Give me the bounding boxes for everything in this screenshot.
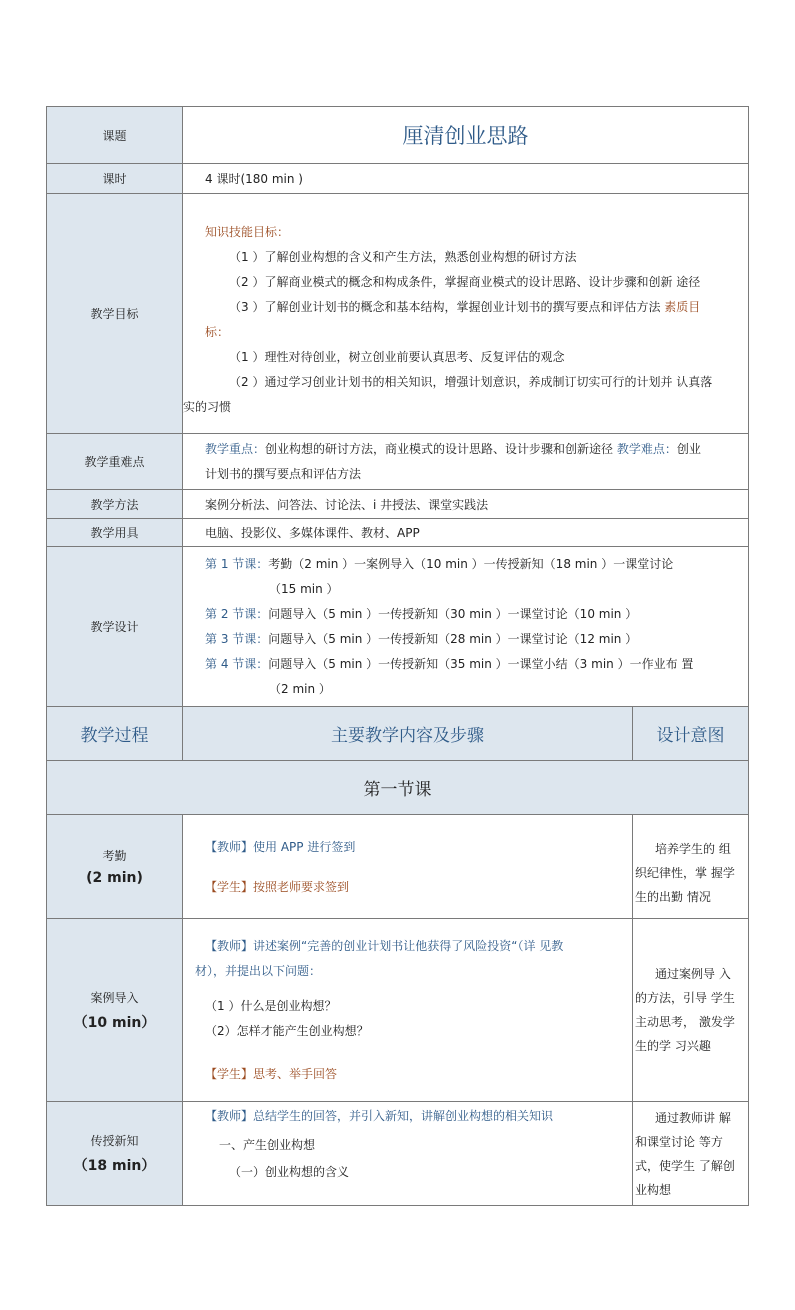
session-1-cont: （15 min ） [269, 581, 339, 596]
key-points-label: 教学重难点 [47, 434, 183, 490]
attendance-row [47, 815, 749, 919]
new-knowledge-intent [633, 1102, 749, 1206]
methods-row [47, 490, 749, 519]
knowledge-item-text: （3 ）了解创业计划书的概念和基本结构，掌握创业计划书的撰写要点和评估方法 [229, 299, 661, 314]
new-knowledge-time: （18 min） [73, 1158, 156, 1174]
hours-label: 课时 [47, 164, 183, 194]
attendance-label-cell [47, 815, 183, 919]
intent-line: 业构想 [635, 1183, 672, 1197]
intent-line: 通过案例导 入 [655, 967, 731, 981]
session-3 [183, 627, 748, 652]
attendance-intent [633, 815, 749, 919]
attendance-time: (2 min) [86, 870, 143, 886]
process-header-row [47, 707, 749, 761]
quality-heading-cont: 标： [205, 324, 230, 339]
case-teacher [183, 934, 632, 959]
tools-value: 电脑、投影仪、多媒体课件、教材、APP [183, 519, 749, 547]
knowledge-item: （1 ）了解创业构想的含义和产生方法，熟悉创业构想的研讨方法 [229, 249, 577, 264]
teacher-tag: 【教师】 [205, 839, 254, 854]
key-label: 教学重点： [205, 441, 266, 456]
key-points-row [47, 434, 749, 490]
lesson-plan-table [46, 106, 749, 1206]
design-label: 教学设计 [47, 547, 183, 707]
session-1 [183, 552, 748, 577]
intent-line: 培养学生的 组 [655, 842, 731, 856]
quality-item: （2 ）通过学习创业计划书的相关知识，增强计划意识，养成制订切实可行的计划并 认真落 [229, 374, 713, 389]
case-intro-label-cell [47, 919, 183, 1102]
methods-value: 案例分析法、问答法、讨论法、i 井授法、课堂实践法 [183, 490, 749, 519]
case-student [183, 1062, 632, 1087]
session-4 [183, 652, 748, 677]
quality-item-cont: 实的习惯 [183, 399, 232, 414]
teacher-text: 讲述案例“完善的创业计划书让他获得了风险投资“（详 见教 [253, 938, 564, 953]
process-header-col1: 教学过程 [47, 707, 183, 761]
session-4-text: 问题导入（5 min ）一传授新知（35 min ）一课堂小结（3 min ）一作业布 置 [268, 656, 694, 671]
attendance-content [183, 815, 633, 919]
attendance-label: 考勤 [102, 849, 127, 863]
case-intro-time: （10 min） [73, 1014, 156, 1031]
section-title: 第一节课 [47, 761, 749, 815]
process-header-col3: 设计意图 [633, 707, 749, 761]
difficulty-text-cont: 计划书的撰写要点和评估方法 [205, 466, 362, 481]
objectives-content [183, 194, 749, 434]
teacher-text: 总结学生的回答，并引入新知，讲解创业构想的相关知识 [253, 1109, 554, 1123]
tools-row [47, 519, 749, 547]
teacher-text: 使用 APP 进行签到 [253, 839, 356, 854]
quality-item: （1 ）理性对待创业，树立创业前要认真思考、反复评估的观念 [229, 349, 565, 364]
new-knowledge-heading: 一、产生创业构想 [219, 1138, 316, 1152]
student-text: 思考、举手回答 [253, 1066, 338, 1081]
intent-line: 通过教师讲 解 [655, 1111, 731, 1125]
new-knowledge-subheading: （一）创业构想的含义 [229, 1165, 350, 1179]
case-question: （1 ）什么是创业构想？ [205, 998, 337, 1013]
lesson-plan [46, 106, 748, 1206]
session-1-label: 第 1 节课： [205, 556, 269, 571]
key-points-content [183, 434, 749, 490]
case-intro-label: 案例导入 [90, 990, 139, 1005]
hours-value: 4 课时(180 min ) [183, 164, 749, 194]
new-knowledge-content [183, 1102, 633, 1206]
new-knowledge-label: 传授新知 [90, 1134, 139, 1148]
new-knowledge-label-cell [47, 1102, 183, 1206]
section-row [47, 761, 749, 815]
session-4-cont: （2 min ） [269, 681, 331, 696]
session-3-text: 问题导入（5 min ）一传授新知（28 min ）一课堂讨论（12 min ） [268, 631, 638, 646]
difficulty-text: 创业 [676, 441, 701, 456]
design-row [47, 547, 749, 707]
topic-row [47, 107, 749, 164]
student-tag: 【学生】 [205, 1066, 254, 1081]
student-text: 按照老师要求签到 [253, 879, 350, 894]
case-teacher-cont: 材），并提出以下问题： [195, 963, 322, 978]
case-question: （2）怎样才能产生创业构想？ [205, 1023, 369, 1038]
case-intro-row [47, 919, 749, 1102]
attendance-teacher [183, 834, 632, 860]
objectives-row [47, 194, 749, 434]
intent-line: 和课堂讨论 等方 [635, 1135, 723, 1149]
intent-line: 式，使学生 了解创 [635, 1159, 735, 1173]
student-tag: 【学生】 [205, 879, 254, 894]
attendance-student [183, 874, 632, 900]
teacher-tag: 【教师】 [205, 938, 254, 953]
knowledge-heading: 知识技能目标： [205, 224, 290, 239]
case-intro-content [183, 919, 633, 1102]
knowledge-item [183, 295, 748, 320]
session-4-label: 第 4 节课： [205, 656, 269, 671]
intent-line: 织纪律性，掌 握学 [635, 866, 735, 880]
case-intro-intent [633, 919, 749, 1102]
objectives-label: 教学目标 [47, 194, 183, 434]
knowledge-item: （2 ）了解商业模式的概念和构成条件，掌握商业模式的设计思路、设计步骤和创新 途径 [229, 274, 701, 289]
difficulty-label: 教学难点： [616, 441, 677, 456]
topic-title: 厘清创业思路 [183, 107, 749, 164]
tools-label: 教学用具 [47, 519, 183, 547]
intent-line: 生的出勤 情况 [635, 890, 711, 904]
hours-row [47, 164, 749, 194]
methods-label: 教学方法 [47, 490, 183, 519]
intent-line: 的方法，引导 学生 [635, 991, 735, 1005]
session-2-label: 第 2 节课： [205, 606, 269, 621]
quality-heading: 素质目 [664, 299, 701, 314]
new-knowledge-row [47, 1102, 749, 1206]
intent-line: 生的学 习兴趣 [635, 1039, 711, 1053]
intent-line: 主动思考， 激发学 [635, 1015, 735, 1029]
key-points-line [183, 437, 748, 462]
process-header-col2: 主要教学内容及步骤 [183, 707, 633, 761]
key-text: 创业构想的研讨方法，商业模式的设计思路、设计步骤和创新途径 [265, 441, 614, 456]
session-2 [183, 602, 748, 627]
topic-label: 课题 [47, 107, 183, 164]
teacher-tag: 【教师】 [205, 1109, 254, 1123]
new-knowledge-teacher [183, 1104, 632, 1129]
session-3-label: 第 3 节课： [205, 631, 269, 646]
session-1-text: 考勤（2 min ）一案例导入（10 min ）一传授新知（18 min ）一课堂讨论 [268, 556, 674, 571]
design-content [183, 547, 749, 707]
session-2-text: 问题导入（5 min ）一传授新知（30 min ）一课堂讨论（10 min ） [268, 606, 638, 621]
